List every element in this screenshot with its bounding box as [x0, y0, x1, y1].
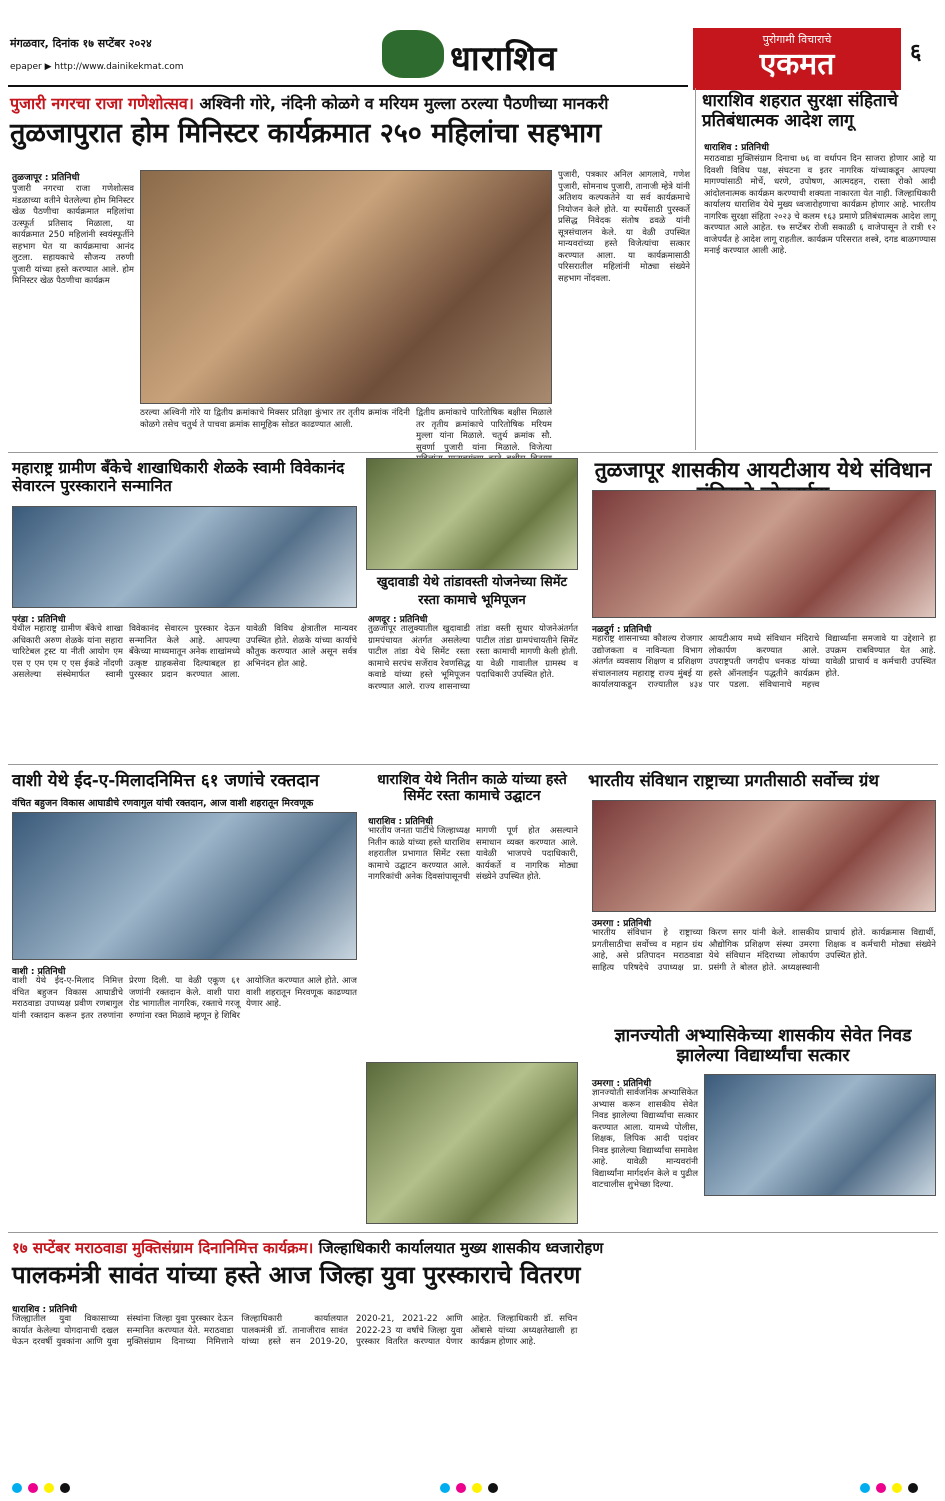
story5-body: महाराष्ट्र शासनाच्या कौशल्य रोजगार उद्योजकता व नाविन्यता विभाग अंतर्गत व्यवसाय शिक्षण व प्रशिक्षण संचालनालय महाराष्ट्र राज्य मुंबई या कार्यालयाकडून राज्यातील ४३४ आयटीआय मध्ये संविधान मंदिराचे लोकार्पण करण्यात आले. उपराष्ट्रपती जगदीप धनकड यांच्या हस्ते ऑनलाईन पद्धतीने कार्यक्रम पार पडला. संविधानाचे महत्त्व विद्यार्थ्यांना समजावे या उद्देशाने हा उपक्रम राबविण्यात येत आहे. यावेळी प्राचार्य व कर्मचारी उपस्थित होते. — [592, 634, 936, 690]
story4-dateline: अणदूर : प्रतिनिधी — [368, 615, 428, 625]
story2-headline: धाराशिव शहरात सुरक्षा संहिताचे प्रतिबंधात्मक आदेश लागू — [702, 91, 898, 131]
print-registration-marks — [12, 1478, 76, 1497]
story5-dateline: नळदुर्ग : प्रतिनिधी — [592, 625, 652, 635]
story4-caption: खुदावाडी येथे तांडावस्ती योजनेच्या सिमेंट रस्ता कामाचे भूमिपूजन — [366, 572, 578, 608]
section-divider-2 — [8, 764, 938, 765]
story9-dateline: उमरगा : प्रतिनिधी — [592, 1079, 652, 1089]
story3-body: येथील महाराष्ट्र ग्रामीण बँकेचे शाखा अधिकारी अरुण शेळके यांना सहारा चारिटेबल ट्रस्ट या नीती आयोग एम एस ए एम एम ए एस ईकडे नोंदणी असलेल्या संस्थेमार्फत स्वामी विवेकानंद सेवारत्न पुरस्कार देऊन सन्मानित केले आहे. आपल्या बँकेच्या माध्यमातून अनेक शाखांमध्ये उत्कृष्ट ग्राहकसेवा दिल्याबद्दल हा पुरस्कार प्रदान करण्यात आला. यावेळी विविध क्षेत्रातील मान्यवर उपस्थित होते. शेळके यांच्या कार्याचे कौतुक करण्यात आले असून सर्वत्र अभिनंदन होत आहे. — [12, 624, 357, 680]
story3-dateline: परंडा : प्रतिनिधी — [12, 615, 66, 625]
story2-body: मराठवाडा मुक्तिसंग्राम दिनाचा ७६ वा वर्धापन दिन साजरा होणार आहे या दिवशी विविध पक्ष, संघटना व इतर नागरिक यांच्याकडून आपल्या मागण्यांसाठी मोर्चे, धरणे, उपोषण, आत्मदहन, रास्ता रोको आदी आंदोलनात्मक कार्यक्रम करण्याची शक्यता नाकारता येत नाही. जिल्हाधिकारी कार्यालय धाराशिव येथे मुख्य ध्वजारोहणाचा कार्यक्रम होणार आहे. भारतीय नागरिक सुरक्षा संहिता २०२३ चे कलम १६३ प्रमाणे प्रतिबंधात्मक आदेश लागू करण्यात आले आहेत. १७ सप्टेंबर रोजी सकाळी ६ वाजेपासून ते रात्री १२ वाजेपर्यंत हे आदेश लागू राहतील. कार्यक्रम परिसरात शस्त्रे, दगड बाळगण्यास मनाई करण्यात आली आहे. — [704, 154, 936, 256]
story7-dateline: धाराशिव : प्रतिनिधी — [368, 817, 433, 827]
epaper-link[interactable]: epaper ▶ http://www.dainikekmat.com — [10, 62, 184, 72]
story1-dateline: तुळजापूर : प्रतिनिधी — [12, 173, 80, 183]
story5-headline: तुळजापूर शासकीय आयटीआय येथे संविधान — [594, 458, 932, 482]
story6-photo — [12, 812, 357, 960]
story9-body: ज्ञानज्योती सार्वजनिक अभ्यासिकेत अभ्यास करून शासकीय सेवेत निवड झालेल्या विद्यार्थ्यांचा सत्कार करण्यात आला. यामध्ये पोलीस, शिक्षक, लिपिक आदी पदांवर निवड झालेल्या विद्यार्थ्यांचा समावेश आहे. यावेळी मान्यवरांनी विद्यार्थ्यांना मार्गदर्शन केले व पुढील वाटचालीस शुभेच्छा दिल्या. — [592, 1088, 698, 1190]
story2-dateline: धाराशिव : प्रतिनिधी — [704, 143, 769, 153]
story9-headline: ज्ञानज्योती अभ्यासिकेच्या शासकीय सेवेत निवड झालेल्या विद्यार्थ्यांचा सत्कार — [614, 1026, 912, 1067]
story6-body: वाशी येथे ईद-ए-मिलाद निमित्त वंचित बहुजन विकास आघाडीचे मराठवाडा उपाध्यक्ष प्रवीण रणबागुल यांनी रक्तदान करून इतर तरुणांना प्रेरणा दिली. या वेळी एकूण ६१ जणांनी रक्तदान केले. वाशी पारा रोड भागातील नागरिक, रक्ताचे गरजू रुग्णांना रक्त मिळावे म्हणून हे शिबिर आयोजित करण्यात आले होते. आज वाशी शहरातून मिरवणूक काढण्यात येणार आहे. — [12, 976, 357, 1021]
story8-photo — [592, 800, 936, 912]
story6-dateline: वाशी : प्रतिनिधी — [12, 967, 66, 977]
story7-photo — [366, 1062, 578, 1224]
story4-body: तुळजापूर तालुक्यातील खुदावाडी ग्रामपंचायत अंतर्गत असलेल्या पाटील तांडा येथे सिमेंट रस्ता कामाचे सरपंच सर्जेराव रेवणसिद्ध कवाडे यांच्या हस्ते भूमिपूजन करण्यात आले. राज्य शासनाच्या तांडा वस्ती सुधार योजनेअंतर्गत पाटील तांडा ग्रामपंचायतीने सिमेंट रस्ता कामाची मागणी केली होती. या वेळी गावातील ग्रामस्थ व पदाधिकारी उपस्थित होते. — [368, 624, 578, 692]
story1-headline: तुळजापुरात होम मिनिस्टर कार्यक्रमात २५० महिलांचा सहभाग — [10, 118, 602, 149]
section-divider-3 — [8, 1232, 938, 1233]
page-number: ६ — [910, 40, 922, 65]
story1-body-3: पुजारी, पत्रकार अनिल आगलावे, गणेश पुजारी, सोमनाथ पुजारी, तानाजी म्हेत्रे यांनी अतिशय कल्पकतेने या सर्व कार्यक्रमाचे नियोजन केले होते. या स्पर्धेसाठी पुरस्कर्ते प्रसिद्ध निवेदक संतोष ढवळे यांनी सूत्रसंचालन केले. या वेळी उपस्थित मान्यवरांच्या हस्ते विजेत्यांचा सत्कार करण्यात आला. या कार्यक्रमासाठी परिसरातील महिलांनी मोठ्या संख्येने सहभाग नोंदवला. — [558, 170, 690, 284]
print-registration-marks-2 — [440, 1478, 504, 1497]
story1-body-2: द्वितीय क्रमांकाचे पारितोषिक बक्षीस मिळाले तर तृतीय क्रमांकाचे पारितोषिक मरियम मुल्ला यांना मिळाले. चतुर्थ क्रमांक सौ. सुवर्णा पुजारी यांना मिळाले. विजेत्या — [416, 408, 552, 453]
masthead-logo: पुरोगामी विचाराचे एकमत — [693, 28, 901, 90]
story8-headline: भारतीय संविधान राष्ट्राच्या प्रगतीसाठी सर्वोच्च ग्रंथ — [588, 771, 879, 790]
story1-photo — [140, 170, 552, 404]
story8-dateline: उमरगा : प्रतिनिधी — [592, 919, 652, 929]
header-rule — [8, 85, 688, 87]
story10-body: जिल्ह्यातील युवा विकासाच्या कार्यात केलेल्या योगदानाची दखल घेऊन दरवर्षी युवकांना आणि युवा संस्थांना जिल्हा युवा पुरस्कार देऊन सन्मानित करण्यात येते. मराठवाडा मुक्तिसंग्राम दिनाच्या निमित्ताने जिल्हाधिकारी कार्यालयात पालकमंत्री डॉ. तानाजीराव सावंत यांच्या हस्ते सन 2019-20, 2020-21, 2021-22 आणि 2022-23 या वर्षांचे जिल्हा युवा पुरस्कार वितरित करण्यात येणार आहेत. जिल्हाधिकारी डॉ. सचिन ओंबासे यांच्या अध्यक्षतेखाली हा कार्यक्रम होणार आहे. — [12, 1314, 578, 1347]
story3-headline: महाराष्ट्र ग्रामीण बँकेचे शाखाधिकारी शेळके स्वामी विवेकानंद सेवारत्न पुरस्काराने सन्मानित — [12, 459, 345, 495]
story7-body: भारतीय जनता पार्टीचे जिल्हाध्यक्ष नितीन काळे यांच्या हस्ते धाराशिव शहरातील प्रभागात सिमेंट रस्ता कामाचे उद्घाटन करण्यात आले. नागरिकांची अनेक दिवसांपासूनची मागणी पूर्ण होत असल्याने समाधान व्यक्त करण्यात आले. यावेळी भाजपचे पदाधिकारी, कार्यकर्ते व नागरिक मोठ्या संख्येने उपस्थित होते. — [368, 826, 578, 882]
story6-headline: वाशी येथे ईद-ए-मिलादनिमित्त ६१ जणांचे रक्तदान — [12, 771, 320, 791]
section-divider — [8, 452, 938, 453]
story3-photo — [12, 506, 357, 608]
story10-kicker: १७ सप्टेंबर मराठवाडा मुक्तिसंग्राम दिनानिमित्त कार्यक्रम। जिल्हाधिकारी कार्यालयात मुख्य शासकीय ध्वजारोहण — [12, 1239, 604, 1257]
story1-body-mid: ठरल्या अश्विनी गोरे या द्वितीय क्रमांकाचे मिक्सर प्रतिक्षा कुंभार तर तृतीय क्रमांक नंदिनी कोळगे तसेच चतुर्थ ते पाचवा क्रमांक सामूहिक सोडत काढण्यात आली. — [140, 408, 410, 430]
story4-photo — [366, 458, 578, 570]
print-registration-marks-3 — [860, 1478, 924, 1497]
story10-headline: पालकमंत्री सावंत यांच्या हस्ते आज जिल्हा युवा पुरस्काराचे वितरण — [12, 1261, 581, 1289]
story1-body: पुजारी नगरचा राजा गणेशोत्सव मंडळाच्या वतीने घेतलेल्या होम मिनिस्टर खेळ पैठणीचा कार्यक्रमात महिलांचा उत्स्फूर्त प्रतिसाद मिळाला, या कार्यक्रमात 250 महिलांनी स्वयंस्फूर्तीने सहभाग घेत या कार्यक्रमाचा आनंद लुटला. सहायकाचे सौजन्य तरुणी पुजारी यांच्या हस्ते करण्यात आले. होम मिनिस्टर खेळ पैठणीचा कार्यक्रम — [12, 184, 134, 286]
story9-photo — [704, 1074, 936, 1196]
story10-dateline: धाराशिव : प्रतिनिधी — [12, 1305, 77, 1315]
story1-kicker: पुजारी नगरचा राजा गणेशोत्सव। अश्विनी गोरे, नंदिनी कोळगे व मरियम मुल्ला ठरल्या पैठणीच्या मानकरी — [10, 94, 609, 113]
edition-title: धाराशिव — [450, 39, 558, 79]
column-divider — [695, 88, 696, 450]
story5-photo — [592, 490, 936, 618]
story8-body: भारतीय संविधान हे राष्ट्राच्या प्रगतीसाठीचा सर्वोच्च व महान ग्रंथ आहे, असे प्रतिपादन मराठवाडा साहित्य परिषदेचे उपाध्यक्ष प्रा. किरण सगर यांनी केले. शासकीय औद्योगिक प्रशिक्षण संस्था उमरगा येथे संविधान मंदिराच्या लोकार्पण प्रसंगी ते बोलत होते. अध्यक्षस्थानी प्राचार्य होते. कार्यक्रमास विद्यार्थी, शिक्षक व कर्मचारी मोठ्या संख्येने उपस्थित होते. — [592, 928, 936, 973]
story7-headline: धाराशिव येथे नितीन काळे यांच्या हस्ते सिमेंट रस्ता कामाचे उद्घाटन — [377, 772, 567, 805]
issue-date: मंगळवार, दिनांक १७ सप्टेंबर २०२४ — [10, 37, 152, 50]
district-map-icon — [382, 30, 444, 78]
story6-kicker: वंचित बहुजन विकास आघाडीचे रणवागुल यांची रक्तदान, आज वाशी शहरातून मिरवणूक — [12, 798, 314, 809]
